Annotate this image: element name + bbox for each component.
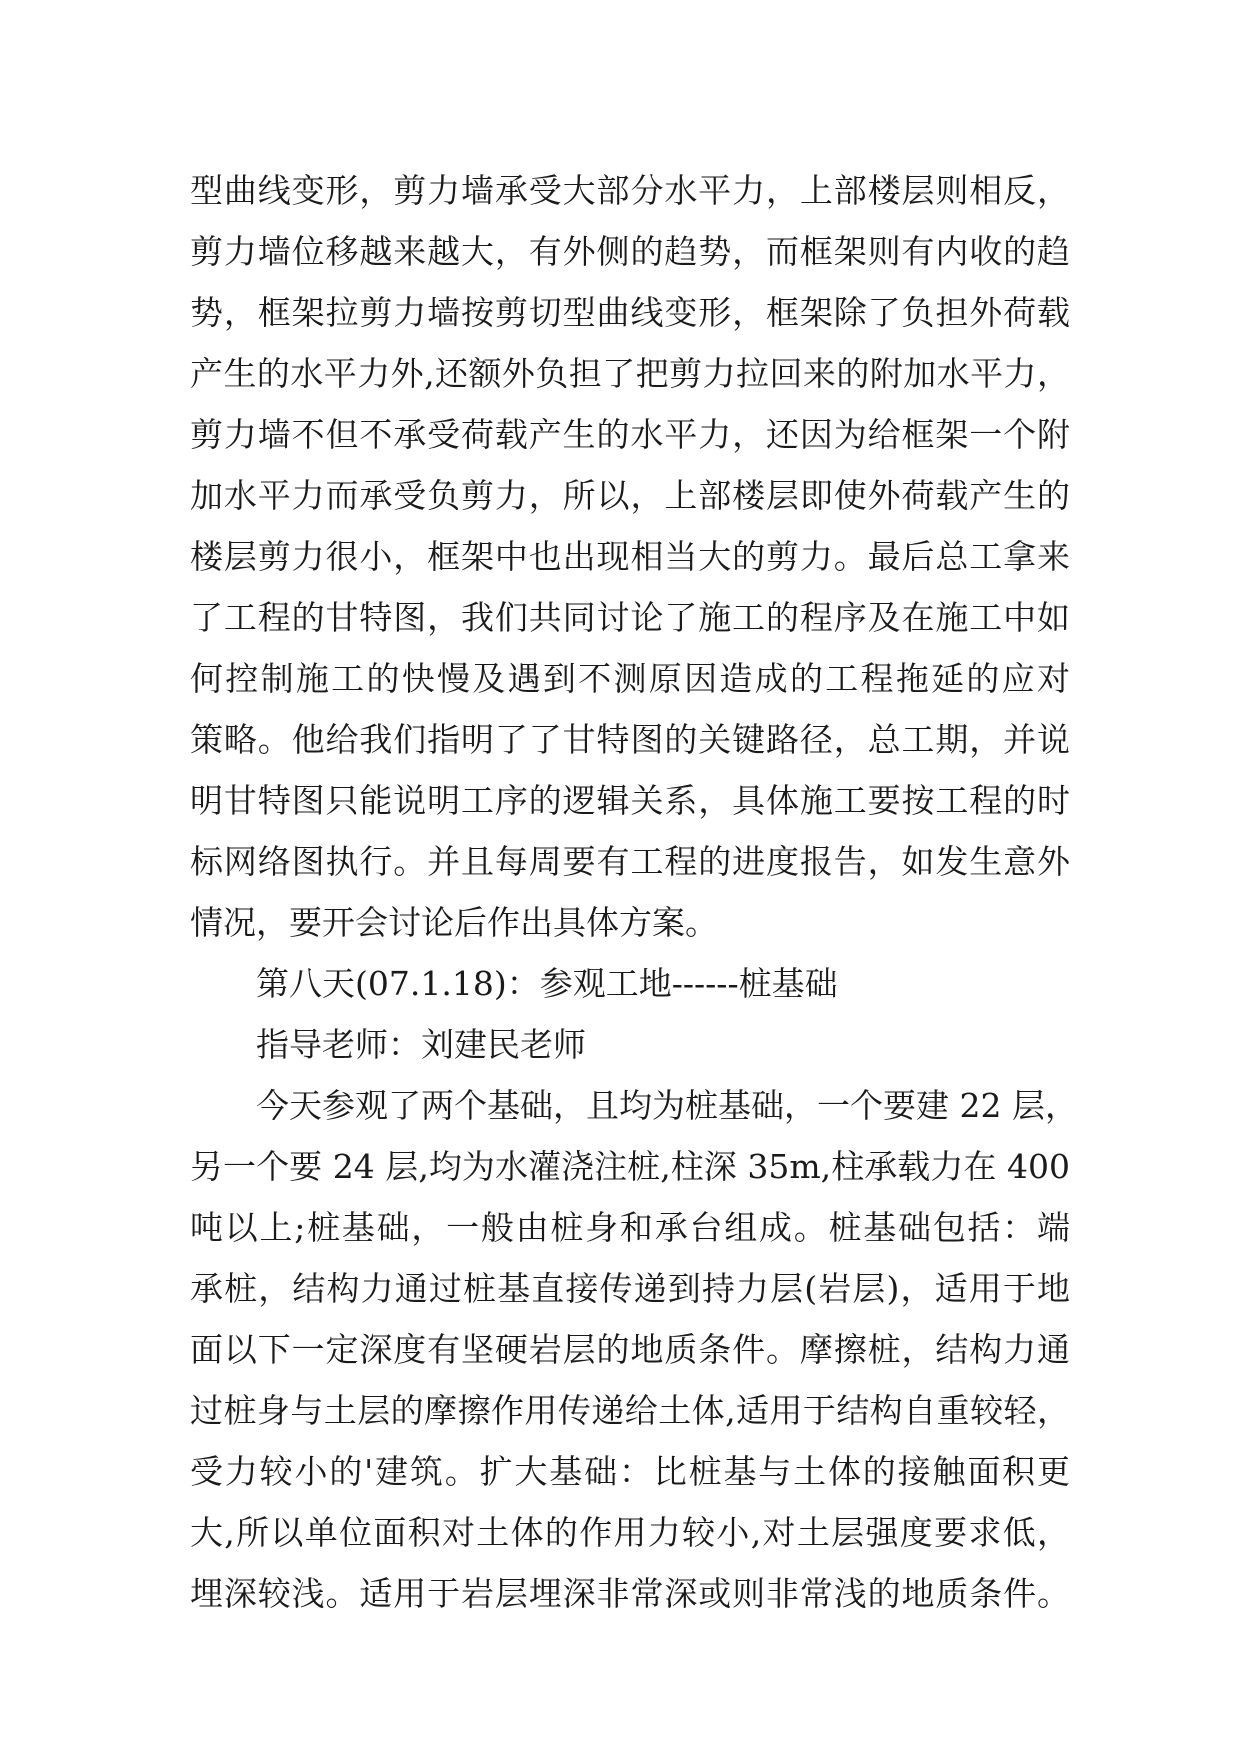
instructor-text: 指导老师：刘建民老师 (256, 1025, 586, 1064)
text-line: 加水平力而承受负剪力，所以，上部楼层即使外荷载产生的 (190, 476, 1070, 515)
text-line: 受力较小的'建筑。扩大基础：比桩基与土体的接触面积更 (190, 1452, 1070, 1491)
text-line: 明甘特图只能说明工序的逻辑关系，具体施工要按工程的时 (190, 781, 1070, 820)
text-line: 大,所以单位面积对土体的作用力较小,对土层强度要求低， (190, 1513, 1070, 1552)
text-line: 另一个要 24 层,均为水灌浇注桩,柱深 35m,柱承载力在 400 (190, 1147, 1070, 1186)
text-line: 势，框架拉剪力墙按剪切型曲线变形，框架除了负担外荷载 (190, 293, 1070, 332)
text-line: 策略。他给我们指明了了甘特图的关键路径，总工期，并说 (190, 720, 1070, 759)
day-heading-text: 第八天(07.1.18)：参观工地------桩基础 (256, 964, 838, 1003)
text-line: 楼层剪力很小，框架中也出现相当大的剪力。最后总工拿来 (190, 537, 1070, 576)
day-heading (190, 953, 1070, 1014)
text-line: 标网络图执行。并且每周要有工程的进度报告，如发生意外 (190, 842, 1070, 881)
text-line: 何控制施工的快慢及遇到不测原因造成的工程拖延的应对 (190, 659, 1070, 698)
text-line: 产生的水平力外,还额外负担了把剪力拉回来的附加水平力， (190, 354, 1070, 393)
text-line: 剪力墙位移越来越大，有外侧的趋势，而框架则有内收的趋 (190, 232, 1070, 271)
instructor-line (190, 1014, 1070, 1075)
paragraph-structural-analysis (190, 160, 1070, 953)
text-line: 剪力墙不但不承受荷载产生的水平力，还因为给框架一个附 (190, 415, 1070, 454)
paragraph-pile-foundation (190, 1075, 1078, 1624)
text-line: 过桩身与土层的摩擦作用传递给土体,适用于结构自重较轻， (190, 1391, 1070, 1430)
text-line: 型曲线变形，剪力墙承受大部分水平力，上部楼层则相反， (190, 171, 1070, 210)
text-line: 承桩，结构力通过桩基直接传递到持力层(岩层)，适用于地 (190, 1269, 1070, 1308)
text-line: 今天参观了两个基础，且均为桩基础，一个要建 22 层， (256, 1086, 1078, 1125)
text-line: 面以下一定深度有坚硬岩层的地质条件。摩擦桩，结构力通 (190, 1330, 1070, 1369)
text-line: 埋深较浅。适用于岩层埋深非常深或则非常浅的地质条件。 (190, 1574, 1070, 1613)
text-line: 情况，要开会讨论后作出具体方案。 (190, 903, 718, 942)
text-line: 吨以上;桩基础，一般由桩身和承台组成。桩基础包括：端 (190, 1208, 1070, 1247)
text-line: 了工程的甘特图，我们共同讨论了施工的程序及在施工中如 (190, 598, 1070, 637)
document-body (190, 160, 1078, 1624)
